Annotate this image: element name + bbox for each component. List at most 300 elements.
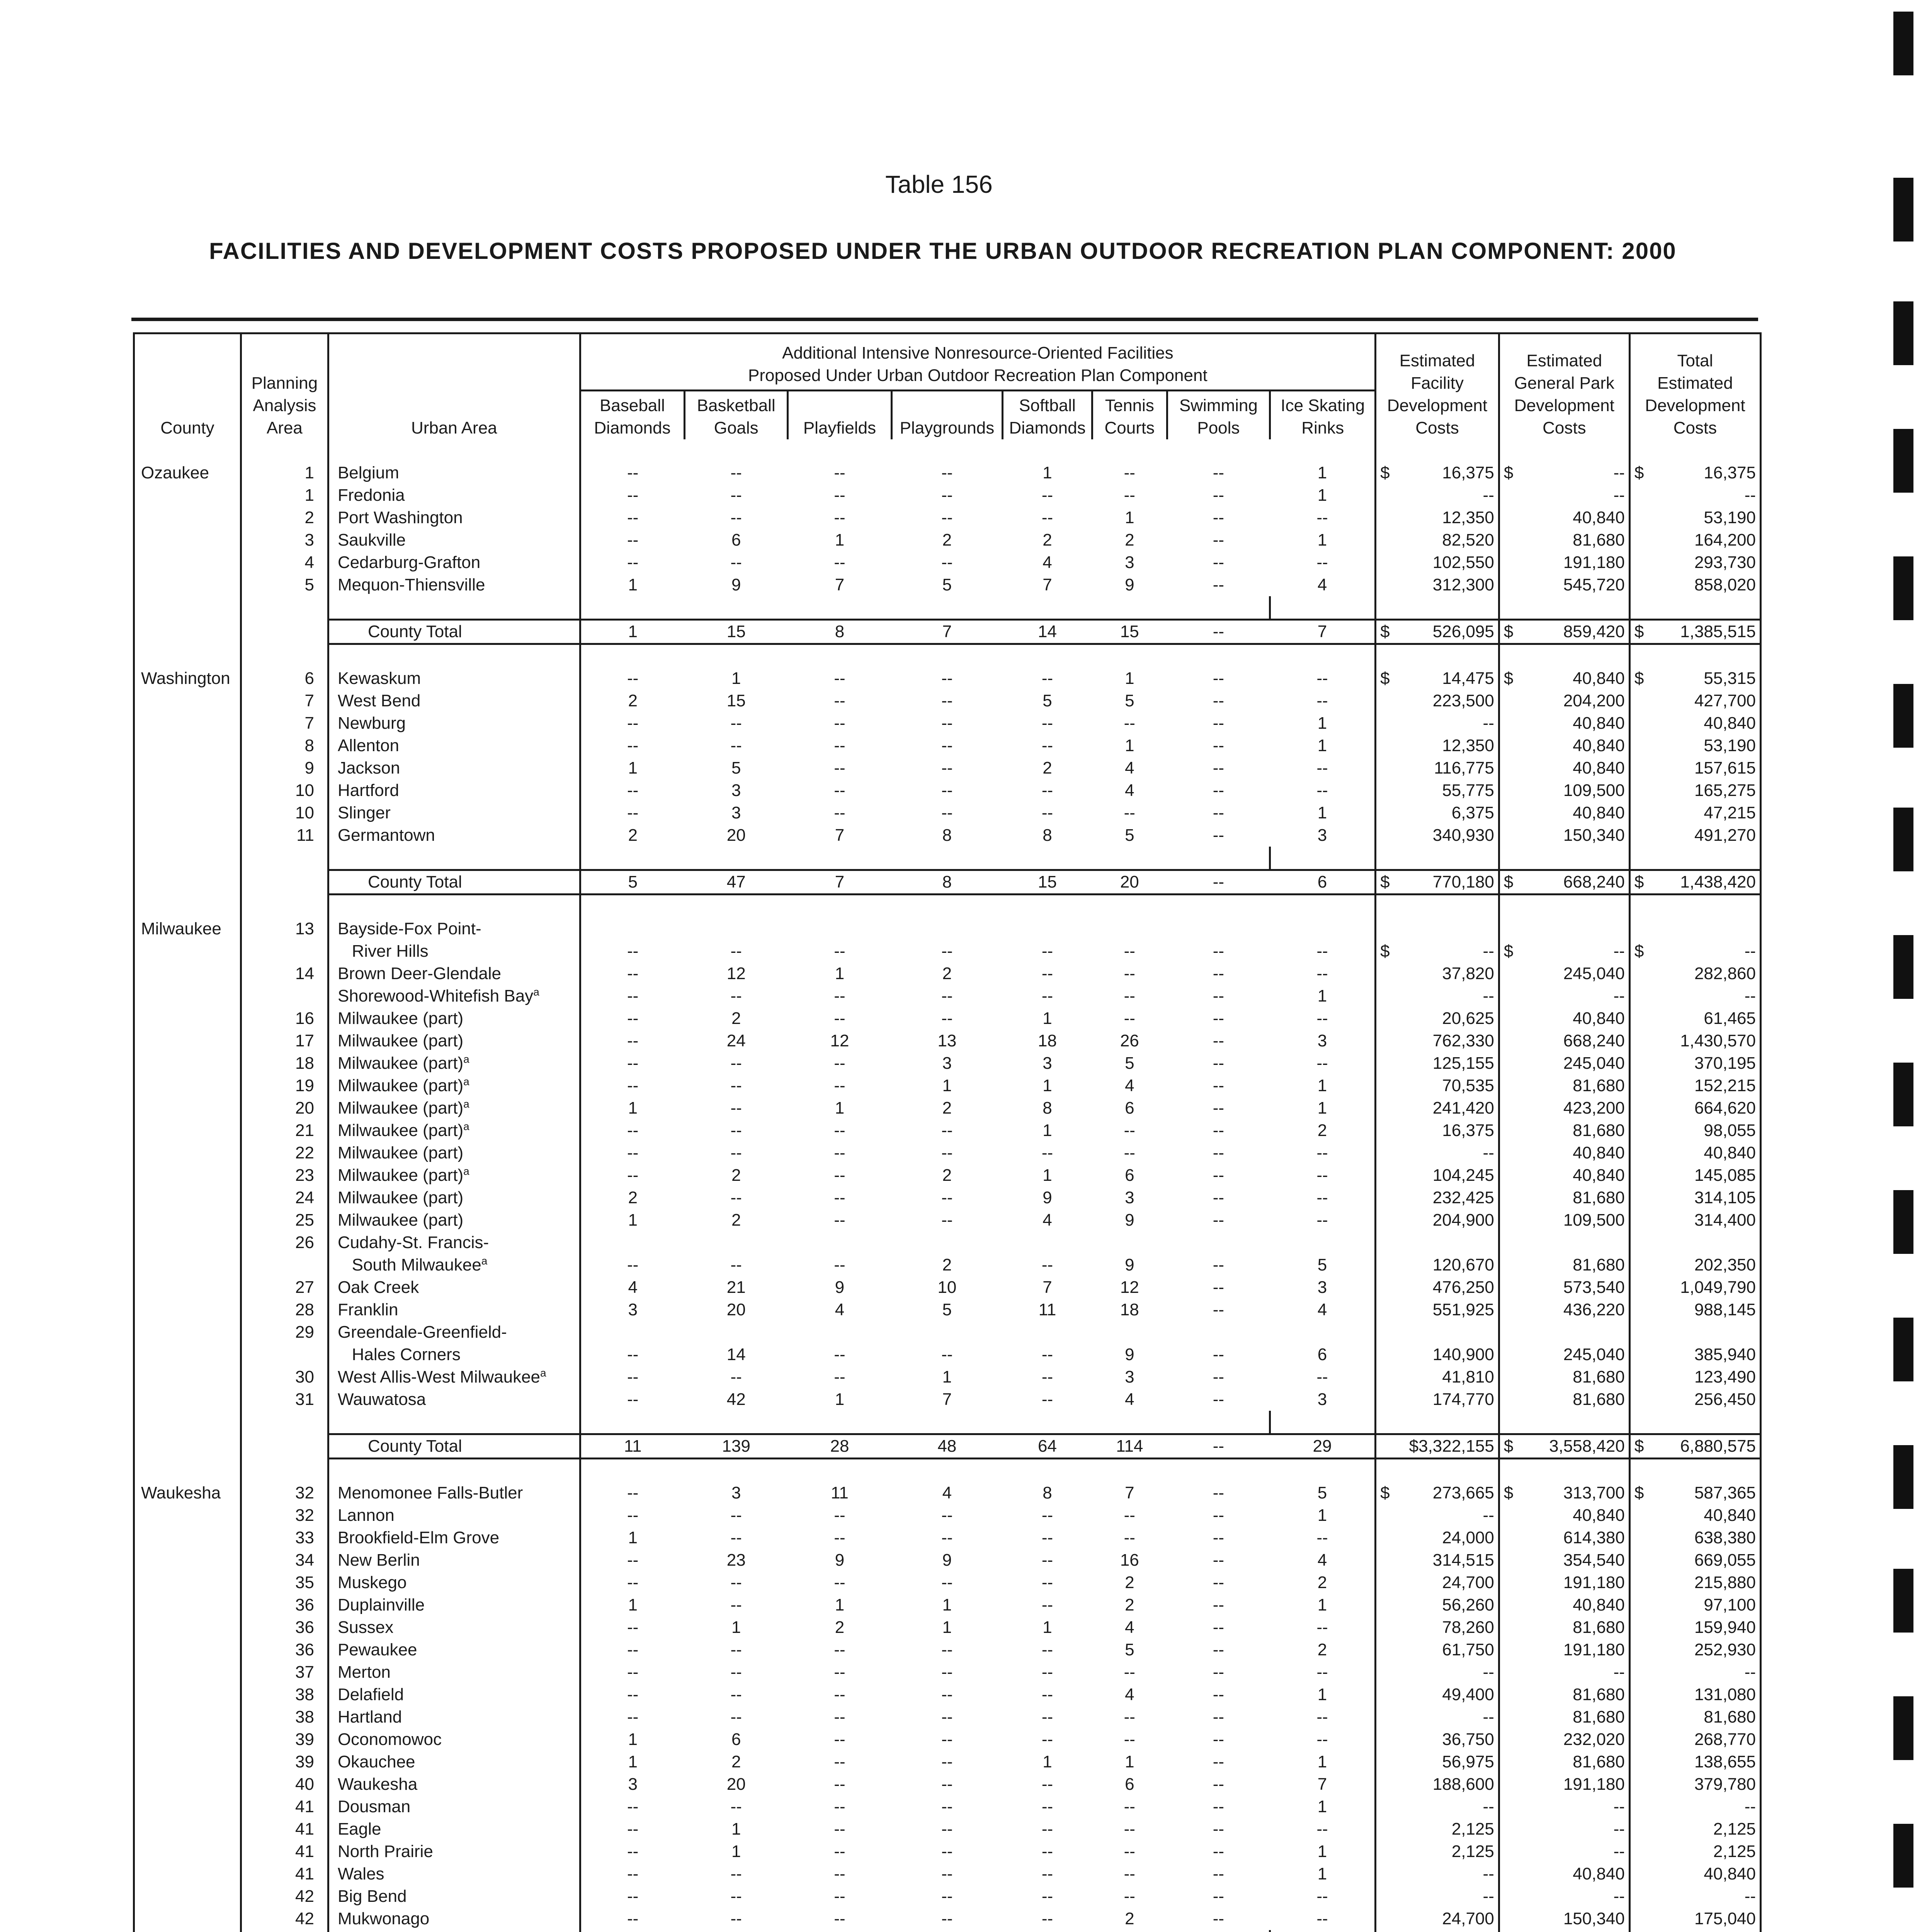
facility-count-cell: --	[1041, 1708, 1053, 1726]
planning-area-cell: 13	[241, 918, 328, 940]
spacer-cell	[241, 847, 328, 870]
total-grand-cost-cell	[1629, 1434, 1760, 1459]
facility-count-cell: --	[834, 1255, 845, 1274]
facility-count-cell: --	[1213, 714, 1225, 733]
total-count-cell: 15	[1002, 870, 1092, 895]
park-cost-cell-value: 40,840	[1573, 714, 1625, 733]
urban-area-cell	[328, 1639, 580, 1661]
table-row	[134, 1639, 1761, 1661]
planning-area-cell: 2	[241, 507, 328, 529]
total-cost-cell	[1629, 824, 1760, 847]
spacer-cell	[685, 1930, 788, 1932]
planning-area-cell: 29	[241, 1321, 328, 1344]
header-baseball: Baseball Diamonds	[580, 390, 685, 439]
urban-area-name: Okauchee	[337, 1752, 415, 1771]
facility-count-cell	[1092, 1231, 1167, 1254]
facility-count-cell: --	[941, 759, 953, 777]
facility-count-cell: 1	[731, 1842, 741, 1861]
facility-count-cell: --	[1213, 1166, 1225, 1185]
planning-area-cell: 16	[241, 1007, 328, 1030]
spacer-cell	[1376, 596, 1499, 620]
urban-area-name: Allenton	[337, 736, 399, 755]
facility-cost-cell-value: 273,665	[1432, 1483, 1494, 1502]
total-cost-cell-value: 131,080	[1694, 1685, 1756, 1704]
facility-count-cell: --	[580, 1007, 685, 1030]
facility-count-cell: --	[1124, 1506, 1135, 1525]
facility-count-cell: --	[580, 779, 685, 802]
facility-count-cell: 13	[937, 1031, 957, 1050]
total-cost-cell	[1629, 1299, 1760, 1321]
spacer-cell	[1499, 439, 1629, 462]
urban-area-cell	[328, 1549, 580, 1571]
facility-cost-cell-value: 12,350	[1442, 736, 1494, 755]
facility-count-cell: 20	[726, 1775, 746, 1794]
park-cost-cell	[1499, 1344, 1629, 1366]
park-cost-cell-value: 668,240	[1563, 1031, 1625, 1050]
facility-count-cell: --	[1213, 486, 1225, 505]
park-cost-cell	[1499, 484, 1629, 507]
park-cost-cell	[1499, 985, 1629, 1007]
total-cost-cell	[1629, 529, 1760, 551]
facility-count-cell: --	[1213, 1009, 1225, 1028]
facility-count-cell: --	[834, 669, 845, 688]
facility-count-cell: --	[1124, 1143, 1135, 1162]
spacer-cell	[1376, 895, 1499, 918]
facility-count-cell: --	[834, 1188, 845, 1207]
facility-count-cell: --	[834, 1367, 845, 1386]
header-urban-area: Urban Area	[328, 333, 580, 440]
spacer-cell	[891, 1459, 1002, 1482]
county-cell	[134, 1097, 241, 1119]
total-count-cell: 6	[1270, 870, 1376, 895]
facility-count-cell: 1	[835, 531, 845, 549]
facility-count-cell: 18	[1038, 1031, 1057, 1050]
park-cost-cell	[1499, 1908, 1629, 1930]
spacer-cell	[1167, 847, 1270, 870]
park-cost-cell-value: 150,340	[1563, 1909, 1625, 1928]
facility-count-cell: 2	[942, 1099, 952, 1117]
total-cost-cell	[1629, 1209, 1760, 1231]
facility-cost-cell	[1376, 712, 1499, 735]
urban-area-name: New Berlin	[337, 1551, 420, 1570]
total-cost-cell-value: 61,465	[1704, 1009, 1756, 1028]
facility-count-cell: 1	[1317, 1752, 1327, 1771]
facility-count-cell	[580, 1231, 685, 1254]
facility-count-cell: --	[580, 667, 685, 690]
table-row	[134, 1119, 1761, 1142]
facility-count-cell: 6	[731, 1730, 741, 1749]
park-cost-cell	[1499, 1366, 1629, 1388]
county-cell	[134, 1706, 241, 1728]
facility-cost-cell	[1376, 1818, 1499, 1840]
facility-count-cell: --	[1213, 1820, 1225, 1838]
county-cell	[134, 940, 241, 963]
facility-count-cell: 10	[937, 1278, 957, 1297]
facility-count-cell: --	[1316, 1143, 1328, 1162]
urban-area-cell	[328, 963, 580, 985]
spacer-cell	[134, 1930, 241, 1932]
park-cost-cell	[1499, 1052, 1629, 1075]
facility-count-cell: --	[1316, 1211, 1328, 1230]
facility-count-cell: 2	[942, 1166, 952, 1185]
planning-area-cell: 40	[241, 1773, 328, 1796]
planning-area-cell: 34	[241, 1549, 328, 1571]
facility-count-cell: --	[580, 1796, 685, 1818]
facility-count-cell: --	[834, 1345, 845, 1364]
facility-count-cell: --	[580, 551, 685, 574]
facility-count-cell: --	[1316, 1909, 1328, 1928]
urban-area-name: West Bend	[337, 691, 421, 710]
spacer-cell	[328, 847, 580, 870]
planning-area-cell: 33	[241, 1527, 328, 1549]
total-grand-cost-cell-sign: $	[1634, 622, 1644, 641]
facility-count-cell: --	[1213, 759, 1225, 777]
park-cost-cell-value: 191,180	[1563, 553, 1625, 572]
facility-count-cell: --	[1213, 553, 1225, 572]
facility-count-cell: --	[1041, 1887, 1053, 1906]
spacer-cell	[1629, 596, 1760, 620]
facility-count-cell	[1270, 1321, 1376, 1344]
facility-count-cell: --	[834, 1506, 845, 1525]
urban-area-cell	[328, 1388, 580, 1411]
total-grand-cost-cell	[1629, 870, 1760, 895]
facility-count-cell: 3	[1125, 1367, 1134, 1386]
footnote-mark: a	[463, 1053, 469, 1065]
total-facility-cost-cell-sign: $	[1380, 622, 1390, 641]
facility-count-cell: --	[1213, 1663, 1225, 1682]
spacer-cell	[1167, 644, 1270, 668]
facility-count-cell: --	[1041, 1573, 1053, 1592]
urban-area-name: Port Washington	[337, 508, 463, 527]
park-cost-cell-value: 81,680	[1573, 1390, 1625, 1409]
facility-count-cell: 5	[731, 759, 741, 777]
total-cost-cell	[1629, 1231, 1760, 1254]
facility-count-cell: --	[1124, 714, 1135, 733]
total-cost-cell-value: 385,940	[1694, 1345, 1756, 1364]
facility-count-cell: --	[834, 1211, 845, 1230]
facility-count-cell: --	[1124, 1708, 1135, 1726]
urban-area-name: Mequon-Thiensville	[337, 575, 485, 594]
county-cell	[134, 1728, 241, 1751]
facility-cost-cell	[1376, 1661, 1499, 1684]
facility-count-cell	[788, 1321, 892, 1344]
county-cell	[134, 870, 241, 895]
total-cost-cell	[1629, 1661, 1760, 1684]
table-row	[134, 574, 1761, 596]
facility-count-cell: --	[580, 963, 685, 985]
facility-count-cell: 6	[731, 531, 741, 549]
facility-count-cell: --	[1124, 1820, 1135, 1838]
facility-cost-cell	[1376, 1164, 1499, 1187]
table-row	[134, 1863, 1761, 1885]
facility-count-cell	[1270, 1231, 1376, 1254]
facility-count-cell: --	[1316, 1618, 1328, 1637]
facility-count-cell: 1	[580, 574, 685, 596]
park-cost-cell	[1499, 1616, 1629, 1639]
table-row	[134, 1321, 1761, 1344]
facility-count-cell: 5	[942, 1300, 952, 1319]
facility-count-cell: 2	[835, 1618, 845, 1637]
facility-cost-cell-value: 140,900	[1432, 1345, 1494, 1364]
county-cell	[134, 620, 241, 644]
facility-count-cell	[685, 918, 788, 940]
facility-count-cell: 9	[1125, 1211, 1134, 1230]
park-cost-cell	[1499, 757, 1629, 779]
total-cost-cell	[1629, 484, 1760, 507]
facility-count-cell: --	[1316, 1188, 1328, 1207]
facility-count-cell: --	[941, 1864, 953, 1883]
planning-area-cell: 32	[241, 1482, 328, 1504]
facility-count-cell: 1	[731, 1820, 741, 1838]
facility-count-cell: --	[834, 1143, 845, 1162]
facility-count-cell: 12	[1120, 1278, 1139, 1297]
spacer-cell	[685, 596, 788, 620]
park-cost-cell-value: 81,680	[1573, 1685, 1625, 1704]
urban-area-name: Dousman	[337, 1797, 411, 1816]
facility-count-cell: 2	[942, 531, 952, 549]
registration-mark	[1893, 1696, 1913, 1760]
facility-cost-cell	[1376, 757, 1499, 779]
planning-area-cell: 38	[241, 1684, 328, 1706]
spacer-cell	[328, 895, 580, 918]
total-cost-cell	[1629, 1751, 1760, 1773]
park-cost-cell	[1499, 1751, 1629, 1773]
facility-count-cell: 7	[835, 575, 845, 594]
facility-count-cell	[1002, 1231, 1092, 1254]
spacer-cell	[1092, 847, 1167, 870]
total-cost-cell	[1629, 462, 1760, 484]
facility-count-cell: --	[1316, 1166, 1328, 1185]
facility-count-cell: 20	[726, 826, 746, 845]
spacer-cell	[1167, 596, 1270, 620]
county-cell	[134, 1908, 241, 1930]
facility-count-cell: 4	[1125, 1076, 1134, 1095]
facility-count-cell: 5	[1043, 691, 1052, 710]
total-cost-cell	[1629, 712, 1760, 735]
spacer-cell	[1092, 439, 1167, 462]
total-cost-cell-value: 53,190	[1704, 508, 1756, 527]
facility-count-cell: 1	[731, 1618, 741, 1637]
total-park-cost-cell-sign: $	[1503, 1437, 1514, 1456]
planning-area-cell: 7	[241, 712, 328, 735]
spacer-cell	[328, 1930, 580, 1932]
facility-count-cell: --	[730, 508, 742, 527]
facility-count-cell: --	[1124, 964, 1135, 983]
facility-count-cell: 3	[580, 1299, 685, 1321]
park-cost-cell-value: 40,840	[1573, 1864, 1625, 1883]
spacer-cell	[134, 895, 241, 918]
total-count-cell: 15	[1092, 620, 1167, 644]
spacer-cell	[580, 1459, 685, 1482]
spacer-cell	[1002, 644, 1092, 668]
facility-count-cell: --	[1041, 1143, 1053, 1162]
urban-area-cell	[328, 1231, 580, 1254]
table-row	[134, 529, 1761, 551]
total-count-cell: 1	[580, 620, 685, 644]
total-park-cost-cell	[1499, 1434, 1629, 1459]
facility-count-cell: 1	[942, 1076, 952, 1095]
park-cost-cell-value: 545,720	[1563, 575, 1625, 594]
footnote-mark: a	[533, 986, 539, 998]
total-count-cell: 20	[1092, 870, 1167, 895]
facility-count-cell: 2	[580, 690, 685, 712]
spacer-cell	[1499, 644, 1629, 668]
spacer-cell	[1002, 439, 1092, 462]
total-cost-cell-sign: $	[1634, 669, 1644, 688]
planning-area-cell: 35	[241, 1571, 328, 1594]
facility-count-cell: 3	[942, 1054, 952, 1073]
facility-count-cell: 23	[726, 1551, 746, 1570]
facility-count-cell: 2	[580, 824, 685, 847]
facility-count-cell: --	[941, 1730, 953, 1749]
planning-area-cell	[241, 870, 328, 895]
park-cost-cell	[1499, 940, 1629, 963]
total-count-cell: --	[1167, 620, 1270, 644]
facility-count-cell: --	[1316, 508, 1328, 527]
total-count-cell: 28	[788, 1434, 892, 1459]
park-cost-cell-value: 232,020	[1563, 1730, 1625, 1749]
facility-count-cell: 5	[942, 575, 952, 594]
facility-cost-cell-value: 2,125	[1451, 1842, 1494, 1861]
spacer-cell	[1376, 1930, 1499, 1932]
facility-count-cell: --	[580, 507, 685, 529]
facility-count-cell: --	[580, 1661, 685, 1684]
facility-count-cell: 6	[1125, 1099, 1134, 1117]
total-cost-cell-value: 1,049,790	[1680, 1278, 1756, 1297]
total-cost-cell-sign: $	[1634, 463, 1644, 482]
facility-cost-cell	[1376, 484, 1499, 507]
total-cost-cell	[1629, 507, 1760, 529]
spacer-cell	[1376, 439, 1499, 462]
county-cell	[134, 1549, 241, 1571]
facility-count-cell: --	[1041, 486, 1053, 505]
registration-mark	[1893, 808, 1913, 871]
spacer-cell	[788, 1930, 892, 1932]
facility-count-cell: 1	[835, 1099, 845, 1117]
park-cost-cell-value: 81,680	[1573, 1708, 1625, 1726]
spacer-cell	[328, 596, 580, 620]
total-cost-cell-value: 165,275	[1694, 781, 1756, 800]
spacer-cell	[1376, 644, 1499, 668]
facility-cost-cell-value: --	[1483, 714, 1494, 733]
facility-cost-cell	[1376, 1527, 1499, 1549]
facility-cost-cell	[1376, 1616, 1499, 1639]
facility-count-cell: --	[1041, 1730, 1053, 1749]
total-cost-cell	[1629, 1571, 1760, 1594]
urban-area-cell	[328, 529, 580, 551]
facility-count-cell: 2	[942, 964, 952, 983]
facility-count-cell: --	[1213, 575, 1225, 594]
facility-count-cell: --	[730, 463, 742, 482]
planning-area-cell: 31	[241, 1388, 328, 1411]
spacer-cell	[1270, 1930, 1376, 1932]
facility-count-cell: --	[834, 1528, 845, 1547]
facility-count-cell: 1	[1317, 1685, 1327, 1704]
facility-count-cell: --	[834, 1909, 845, 1928]
facility-count-cell: --	[941, 1121, 953, 1140]
facility-count-cell: 42	[726, 1390, 746, 1409]
facility-count-cell: --	[1316, 1887, 1328, 1906]
table-row	[134, 1818, 1761, 1840]
park-cost-cell	[1499, 1885, 1629, 1908]
table-row	[134, 484, 1761, 507]
total-cost-cell-value: 638,380	[1694, 1528, 1756, 1547]
table-row	[134, 1527, 1761, 1549]
facility-count-cell: --	[1124, 1009, 1135, 1028]
total-cost-cell-value: 98,055	[1704, 1121, 1756, 1140]
facility-count-cell: --	[1213, 1595, 1225, 1614]
facility-cost-cell-value: 223,500	[1432, 691, 1494, 710]
spacer-cell	[1499, 847, 1629, 870]
spacer-cell	[788, 895, 892, 918]
facility-count-cell: --	[941, 669, 953, 688]
facility-count-cell: 1	[1125, 508, 1134, 527]
planning-area-cell: 22	[241, 1142, 328, 1164]
urban-area-name: Lannon	[337, 1506, 395, 1525]
total-cost-cell	[1629, 1504, 1760, 1527]
county-cell: Washington	[134, 667, 241, 690]
facility-count-cell: --	[1316, 942, 1328, 961]
registration-mark	[1893, 1318, 1913, 1381]
facility-cost-cell	[1376, 1388, 1499, 1411]
park-cost-cell	[1499, 1030, 1629, 1052]
facility-cost-cell	[1376, 551, 1499, 574]
footnote-mark: a	[481, 1255, 488, 1267]
facility-count-cell: --	[1213, 1188, 1225, 1207]
facility-count-cell: 1	[1317, 531, 1327, 549]
facility-count-cell: 4	[1317, 1551, 1327, 1570]
facility-count-cell: 9	[835, 1551, 845, 1570]
total-count-cell: 139	[685, 1434, 788, 1459]
park-cost-cell-value: 191,180	[1563, 1775, 1625, 1794]
park-cost-cell-sign: $	[1503, 942, 1514, 961]
spacer-cell	[1629, 1459, 1760, 1482]
facility-count-cell: 8	[1043, 1483, 1052, 1502]
urban-area-name: River Hills	[337, 942, 429, 961]
park-cost-cell-value: 81,680	[1573, 1121, 1625, 1140]
spacer-cell	[685, 1411, 788, 1434]
facility-count-cell: --	[834, 759, 845, 777]
facility-cost-cell-value: --	[1483, 1708, 1494, 1726]
facility-count-cell: 1	[580, 1209, 685, 1231]
facility-count-cell: 1	[1317, 1842, 1327, 1861]
facility-count-cell: --	[1213, 463, 1225, 482]
spacer-cell	[1629, 847, 1760, 870]
planning-area-cell: 32	[241, 1504, 328, 1527]
facility-count-cell: 4	[1125, 759, 1134, 777]
park-cost-cell-value: 423,200	[1563, 1099, 1625, 1117]
urban-area-cell	[328, 1007, 580, 1030]
total-cost-cell	[1629, 940, 1760, 963]
registration-mark	[1893, 1824, 1913, 1888]
urban-area-name: Franklin	[337, 1300, 398, 1319]
total-cost-cell	[1629, 551, 1760, 574]
county-cell	[134, 1840, 241, 1863]
facility-count-cell: 1	[1125, 669, 1134, 688]
facility-count-cell: 2	[731, 1752, 741, 1771]
total-facility-cost-cell	[1376, 620, 1499, 644]
total-cost-cell	[1629, 985, 1760, 1007]
facility-count-cell: --	[1041, 1663, 1053, 1682]
park-cost-cell-value: 191,180	[1563, 1573, 1625, 1592]
facility-count-cell: 5	[1125, 1054, 1134, 1073]
facility-count-cell: --	[941, 1640, 953, 1659]
facility-count-cell: 2	[580, 1187, 685, 1209]
table-body	[134, 439, 1761, 1932]
facility-count-cell: --	[1041, 669, 1053, 688]
park-cost-cell	[1499, 1571, 1629, 1594]
facility-cost-cell	[1376, 462, 1499, 484]
